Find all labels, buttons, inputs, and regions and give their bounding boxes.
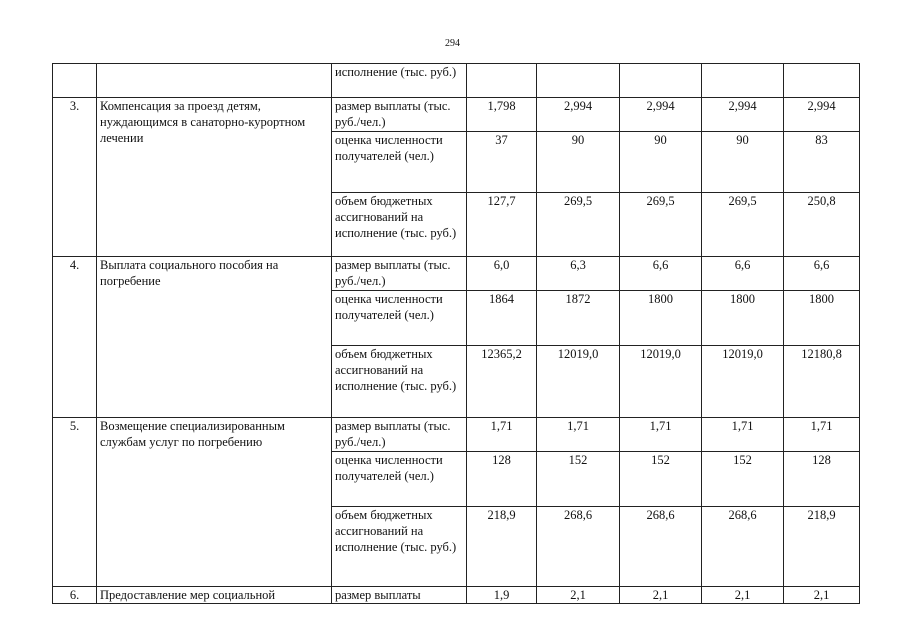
item-name: Компенсация за проезд детям, нуждающимся в санаторно-курортном лечении <box>97 98 332 257</box>
value-cell-1: 37 <box>467 132 537 193</box>
value-cell-3: 90 <box>620 132 702 193</box>
value-cell-3: 2,994 <box>620 98 702 132</box>
value-cell-2: 269,5 <box>537 193 620 257</box>
value-cell-5: 1800 <box>784 291 860 346</box>
value-cell-2: 2,994 <box>537 98 620 132</box>
item-name: Возмещение специализированным службам услуг по погребению <box>97 418 332 587</box>
value-cell-3: 1800 <box>620 291 702 346</box>
value-cell-4: 90 <box>702 132 784 193</box>
value-cell-4: 6,6 <box>702 257 784 291</box>
value-cell-3: 152 <box>620 452 702 507</box>
indicator-label: оценка численности получателей (чел.) <box>332 132 467 193</box>
table-row <box>53 64 860 98</box>
value-cell-4 <box>702 64 784 98</box>
value-cell-1: 1,71 <box>467 418 537 452</box>
item-number: 6. <box>53 587 97 604</box>
value-cell-1: 1,798 <box>467 98 537 132</box>
value-cell-5: 2,1 <box>784 587 860 604</box>
value-cell-5: 1,71 <box>784 418 860 452</box>
value-cell-4: 268,6 <box>702 507 784 587</box>
value-cell-3: 268,6 <box>620 507 702 587</box>
value-cell-2: 268,6 <box>537 507 620 587</box>
value-cell-2 <box>537 64 620 98</box>
value-cell-5: 6,6 <box>784 257 860 291</box>
table-row <box>53 418 860 452</box>
value-cell-1: 1,9 <box>467 587 537 604</box>
value-cell-1: 12365,2 <box>467 346 537 418</box>
item-number: 5. <box>53 418 97 587</box>
item-name <box>97 64 332 98</box>
indicator-label: объем бюджетных ассигнований на исполнение (тыс. руб.) <box>332 193 467 257</box>
value-cell-1: 218,9 <box>467 507 537 587</box>
indicator-label: размер выплаты (тыс. руб./чел.) <box>332 257 467 291</box>
indicator-label: оценка численности получателей (чел.) <box>332 452 467 507</box>
value-cell-2: 2,1 <box>537 587 620 604</box>
value-cell-2: 90 <box>537 132 620 193</box>
indicator-label: оценка численности получателей (чел.) <box>332 291 467 346</box>
value-cell-2: 1872 <box>537 291 620 346</box>
table-row <box>53 257 860 291</box>
indicator-label: объем бюджетных ассигнований на исполнение (тыс. руб.) <box>332 507 467 587</box>
item-name: Выплата социального пособия на погребение <box>97 257 332 418</box>
value-cell-4: 2,1 <box>702 587 784 604</box>
indicator-label: исполнение (тыс. руб.) <box>332 64 467 98</box>
value-cell-4: 1800 <box>702 291 784 346</box>
page-number: 294 <box>445 38 460 49</box>
table-row <box>53 587 860 604</box>
value-cell-3: 6,6 <box>620 257 702 291</box>
value-cell-2: 6,3 <box>537 257 620 291</box>
value-cell-1: 6,0 <box>467 257 537 291</box>
value-cell-3: 2,1 <box>620 587 702 604</box>
value-cell-1: 1864 <box>467 291 537 346</box>
value-cell-5 <box>784 64 860 98</box>
value-cell-4: 1,71 <box>702 418 784 452</box>
indicator-label: размер выплаты (тыс. руб./чел.) <box>332 98 467 132</box>
value-cell-5: 2,994 <box>784 98 860 132</box>
value-cell-4: 2,994 <box>702 98 784 132</box>
value-cell-3 <box>620 64 702 98</box>
value-cell-1: 128 <box>467 452 537 507</box>
value-cell-5: 218,9 <box>784 507 860 587</box>
item-number <box>53 64 97 98</box>
indicator-label: объем бюджетных ассигнований на исполнение (тыс. руб.) <box>332 346 467 418</box>
value-cell-4: 12019,0 <box>702 346 784 418</box>
value-cell-3: 12019,0 <box>620 346 702 418</box>
value-cell-5: 128 <box>784 452 860 507</box>
value-cell-1: 127,7 <box>467 193 537 257</box>
value-cell-4: 152 <box>702 452 784 507</box>
value-cell-5: 250,8 <box>784 193 860 257</box>
value-cell-2: 12019,0 <box>537 346 620 418</box>
value-cell-2: 152 <box>537 452 620 507</box>
value-cell-4: 269,5 <box>702 193 784 257</box>
indicator-label: размер выплаты <box>332 587 467 604</box>
item-number: 3. <box>53 98 97 257</box>
value-cell-5: 83 <box>784 132 860 193</box>
item-number: 4. <box>53 257 97 418</box>
item-name: Предоставление мер социальной <box>97 587 332 604</box>
value-cell-2: 1,71 <box>537 418 620 452</box>
value-cell-5: 12180,8 <box>784 346 860 418</box>
budget-table <box>52 63 860 604</box>
indicator-label: размер выплаты (тыс. руб./чел.) <box>332 418 467 452</box>
table-row <box>53 98 860 132</box>
value-cell-1 <box>467 64 537 98</box>
value-cell-3: 269,5 <box>620 193 702 257</box>
value-cell-3: 1,71 <box>620 418 702 452</box>
